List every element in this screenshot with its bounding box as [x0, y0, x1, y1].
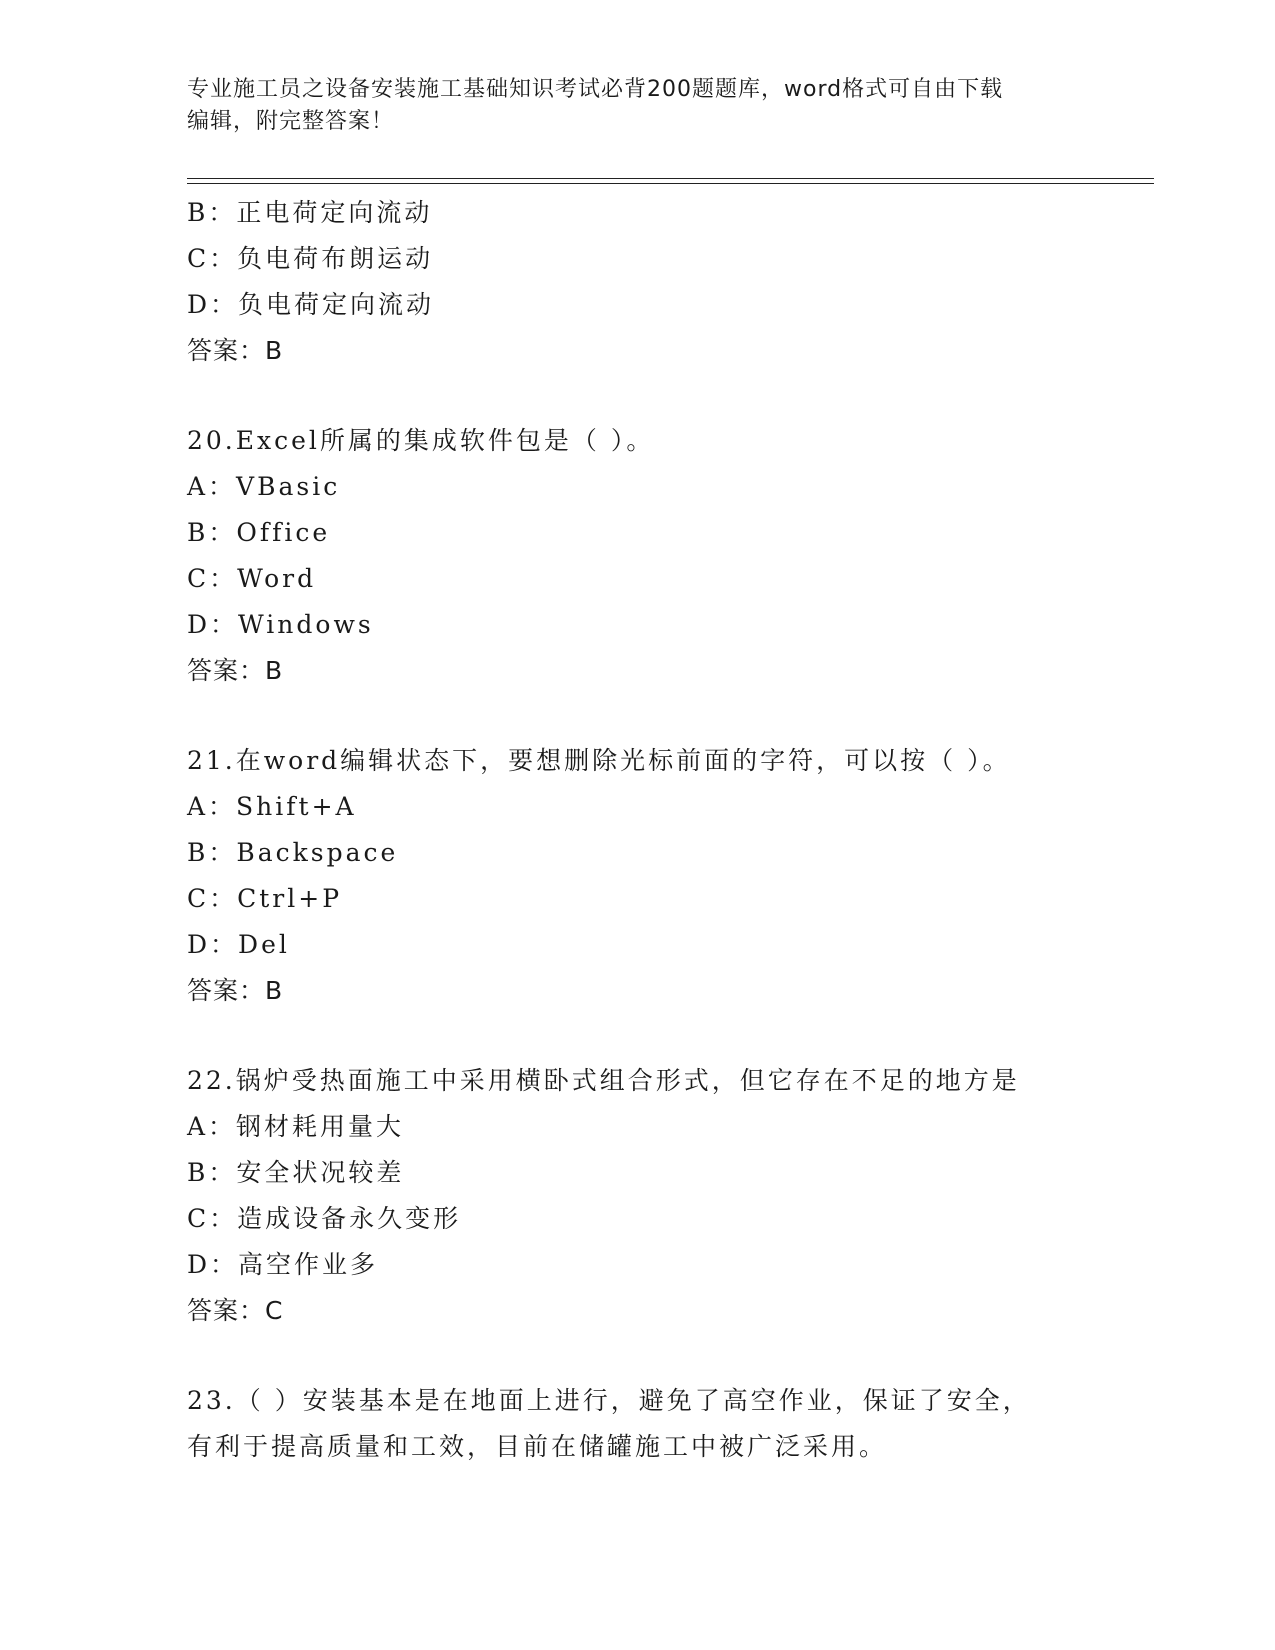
question-21	[187, 738, 1087, 1014]
question-text: 22.锅炉受热面施工中采用横卧式组合形式，但它存在不足的地方是	[187, 1066, 1020, 1095]
answer-line: 答案：B	[187, 336, 284, 365]
question-text: 21.在word编辑状态下，要想删除光标前面的字符，可以按（ ）。	[187, 746, 1011, 775]
question-22	[187, 1058, 1087, 1334]
question-list	[187, 190, 1087, 1470]
spacer	[187, 374, 1087, 418]
spacer	[187, 1334, 1087, 1378]
question-19-fragment	[187, 190, 1087, 374]
question-text-line-1: 23.（ ）安装基本是在地面上进行，避免了高空作业，保证了安全，	[187, 1386, 1031, 1415]
answer-line: 答案：B	[187, 656, 284, 685]
option-d: D：Del	[187, 930, 290, 959]
option-c: C：负电荷布朗运动	[187, 244, 434, 273]
option-b: B：Office	[187, 518, 331, 547]
option-b: B：Backspace	[187, 838, 399, 867]
option-c: C：Ctrl+P	[187, 884, 343, 913]
option-c: C：Word	[187, 564, 317, 593]
header-divider-top	[187, 178, 1154, 179]
spacer	[187, 694, 1087, 738]
document-header	[187, 74, 1087, 138]
option-a: A：VBasic	[187, 472, 341, 501]
spacer	[187, 1014, 1087, 1058]
answer-line: 答案：B	[187, 976, 284, 1005]
option-d: D：Windows	[187, 610, 374, 639]
header-title-line-1: 专业施工员之设备安装施工基础知识考试必背200题题库，word格式可自由下载	[187, 77, 1004, 102]
option-b: B：正电荷定向流动	[187, 198, 433, 227]
question-20	[187, 418, 1087, 694]
option-d: D：负电荷定向流动	[187, 290, 435, 319]
question-23	[187, 1378, 1087, 1470]
option-a: A：Shift+A	[187, 792, 357, 821]
option-c: C：造成设备永久变形	[187, 1204, 462, 1233]
option-b: B：安全状况较差	[187, 1158, 405, 1187]
answer-line: 答案：C	[187, 1296, 284, 1325]
option-a: A：钢材耗用量大	[187, 1112, 405, 1141]
option-d: D：高空作业多	[187, 1250, 379, 1279]
question-text: 20.Excel所属的集成软件包是（ ）。	[187, 426, 655, 455]
question-text-line-2: 有利于提高质量和工效，目前在储罐施工中被广泛采用。	[187, 1432, 888, 1461]
header-title-line-2: 编辑，附完整答案！	[187, 109, 395, 134]
header-divider-bottom	[187, 183, 1154, 184]
